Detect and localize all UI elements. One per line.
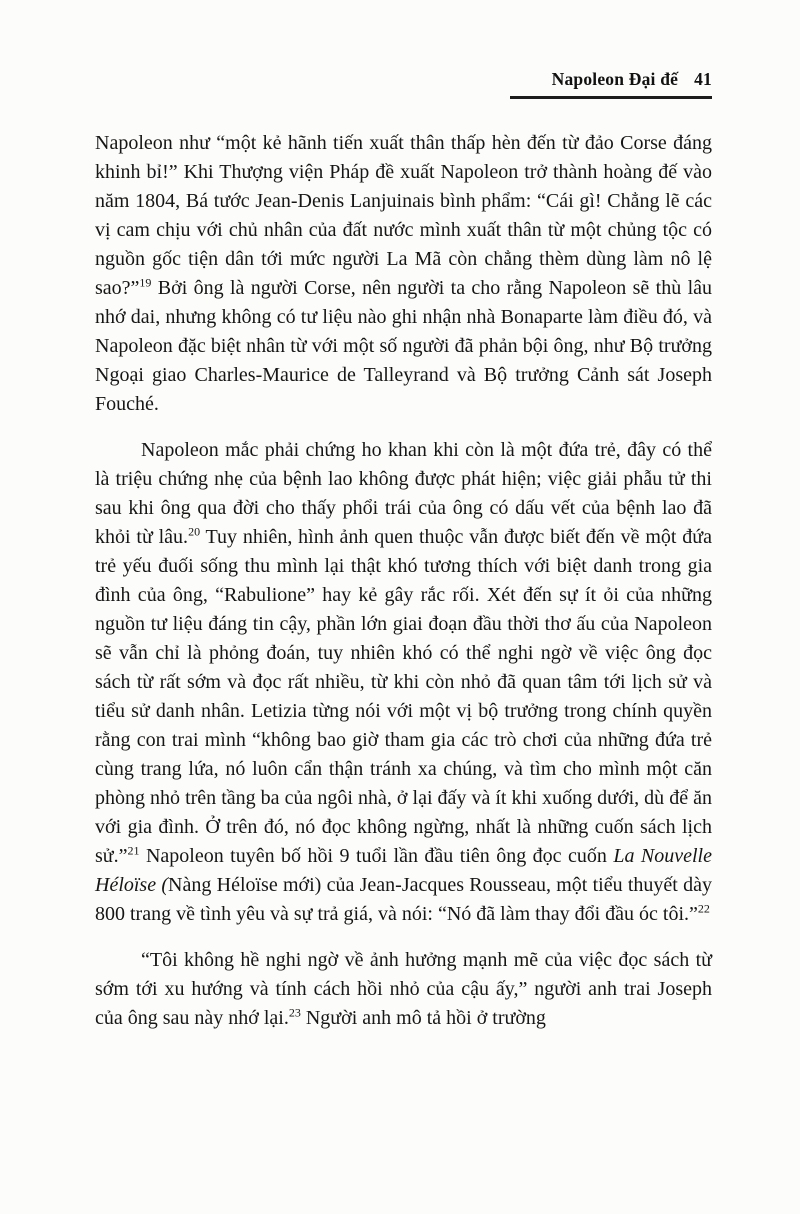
footnote-reference: 19 — [139, 274, 152, 289]
text-segment: Tuy nhiên, hình ảnh quen thuộc vẫn được biết đến về một đứa trẻ yếu đuối sống thu mình lại thật khó tương thích với biệt danh trong gia đình của ông, “Rabulione” hay kẻ gây rắc rối. Xét đến sự ít ỏi của những nguồn tư liệu đáng tin cậy, phần lớn giai đoạn đầu thời thơ ấu của Napoleon sẽ vẫn chỉ là phỏng đoán, tuy nhiên khó có thể nghi ngờ về việc ông đọc sách từ rất sớm và đọc rất nhiều, từ khi còn nhỏ đã quan tâm tới lịch sử và tiểu sử danh nhân. Letizia từng nói với một vị bộ trưởng trong chính quyền rằng con trai mình “không bao giờ tham gia các trò chơi của những đứa trẻ cùng trang lứa, nó luôn cẩn thận tránh xa chúng, và tìm cho mình một căn phòng nhỏ trên tầng ba của ngôi nhà, ở lại đấy và ít khi xuống dưới, dù để ăn với gia đình. Ở trên đó, nó đọc không ngừng, nhất là những cuốn sách lịch sử.” — [95, 525, 712, 867]
paragraph — [95, 129, 712, 419]
footnote-reference: 22 — [697, 900, 710, 915]
paragraph — [95, 436, 712, 929]
text-segment: Người anh mô tả hồi ở trường — [300, 1006, 546, 1029]
running-head-text — [95, 68, 712, 90]
footnote-reference: 21 — [127, 842, 140, 857]
footnote-reference: 20 — [188, 523, 201, 538]
running-title: Napoleon Đại đế — [551, 69, 679, 89]
text-segment: Napoleon như “một kẻ hãnh tiến xuất thân thấp hèn đến từ đảo Corse đáng khinh bỉ!” Khi Thượng viện Pháp đề xuất Napoleon trở thành hoàng đế vào năm 1804, Bá tước Jean-Denis Lanjuinais bình phẩm: “Cái gì! Chẳng lẽ các vị cam chịu với chủ nhân của đất nước mình xuất thân từ một chủng tộc có nguồn gốc tiện dân tới mức người La Mã còn chẳng thèm dùng làm nô lệ sao?” — [95, 131, 712, 299]
page-number: 41 — [694, 69, 712, 89]
text-segment: Nàng Héloïse mới) của Jean-Jacques Rousseau, một tiểu thuyết dày 800 trang về tình yêu và sự trả giá, và nói: “Nó đã làm thay đổi đầu óc tôi.” — [95, 873, 712, 925]
text-segment: “Tôi không hề nghi ngờ về ảnh hưởng mạnh mẽ của việc đọc sách từ sớm tới xu hướng và tính cách hồi nhỏ của cậu ấy,” người anh trai Joseph của ông sau này nhớ lại. — [95, 948, 712, 1029]
text-segment: Napoleon mắc phải chứng ho khan khi còn là một đứa trẻ, đây có thể là triệu chứng nhẹ của bệnh lao không được phát hiện; việc giải phẫu tử thi sau khi ông qua đời cho thấy phổi trái của ông có dấu vết của bệnh lao đã khỏi từ lâu. — [95, 438, 712, 548]
page-body — [0, 99, 800, 1033]
page-header — [0, 0, 800, 99]
text-segment: Napoleon tuyên bố hồi 9 tuổi lần đầu tiên ông đọc cuốn — [139, 844, 614, 867]
text-segment: Bởi ông là người Corse, nên người ta cho rằng Napoleon sẽ thù lâu nhớ dai, nhưng không có tư liệu nào ghi nhận nhà Bonaparte làm điều đó, và Napoleon đặc biệt nhân từ với một số người đã phản bội ông, như Bộ trưởng Ngoại giao Charles-Maurice de Talleyrand và Bộ trưởng Cảnh sát Joseph Fouché. — [95, 276, 712, 415]
book-title: La Nouvelle Héloïse ( — [95, 844, 712, 896]
footnote-reference: 23 — [288, 1004, 301, 1019]
paragraph — [95, 946, 712, 1033]
